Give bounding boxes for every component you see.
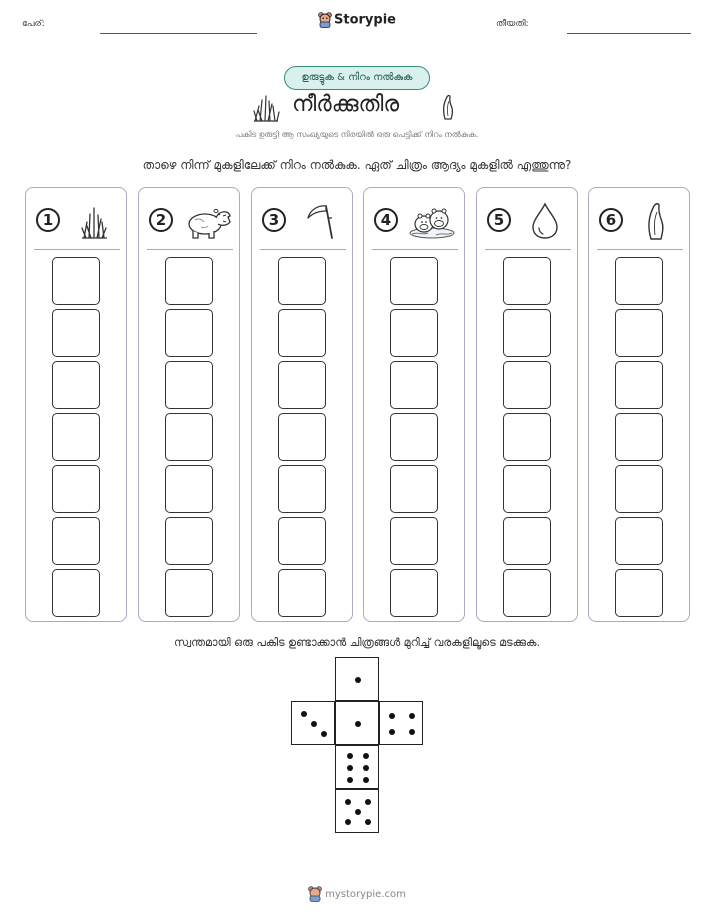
color-box[interactable] (615, 413, 663, 461)
die-face-1 (335, 657, 379, 701)
brand-name: Storypie (334, 12, 396, 28)
die-pip (311, 721, 317, 727)
color-box[interactable] (278, 569, 326, 617)
color-box[interactable] (390, 465, 438, 513)
hippo-icon (183, 200, 231, 242)
die-face-5 (335, 789, 379, 833)
date-label: തീയതി: (496, 19, 529, 29)
footer-url[interactable]: mystorypie.com (325, 889, 406, 900)
die-pip (363, 753, 369, 759)
die-face-3 (291, 701, 335, 745)
die-pip (347, 765, 353, 771)
die-pip (389, 713, 395, 719)
column-divider (147, 249, 233, 250)
name-line[interactable] (100, 33, 257, 34)
color-box[interactable] (615, 517, 663, 565)
column-number: 6 (599, 208, 623, 232)
color-box[interactable] (390, 257, 438, 305)
color-box[interactable] (52, 413, 100, 461)
die-pip (355, 677, 361, 683)
color-box[interactable] (390, 361, 438, 409)
column-divider (34, 249, 120, 250)
color-box[interactable] (52, 569, 100, 617)
die-face-4 (379, 701, 423, 745)
color-box[interactable] (278, 413, 326, 461)
color-box[interactable] (390, 569, 438, 617)
color-box[interactable] (165, 257, 213, 305)
color-box[interactable] (165, 309, 213, 357)
color-box[interactable] (615, 569, 663, 617)
column-number: 4 (374, 208, 398, 232)
die-pip (363, 765, 369, 771)
color-box[interactable] (278, 257, 326, 305)
column-divider (372, 249, 458, 250)
color-box[interactable] (278, 309, 326, 357)
die-pip (355, 721, 361, 727)
color-box[interactable] (278, 517, 326, 565)
column-number: 1 (36, 208, 60, 232)
die-pip (345, 819, 351, 825)
color-box[interactable] (52, 309, 100, 357)
bear-logo-icon (308, 886, 322, 902)
page-title: നീർക്കുതിര (292, 92, 400, 117)
activity-badge: ഉരുട്ടുക & നിറം നൽകുക (284, 66, 430, 90)
die-pip (365, 799, 371, 805)
column-6 (588, 187, 690, 622)
color-box[interactable] (503, 413, 551, 461)
hippo-family-icon (408, 200, 456, 242)
die-face-1 (335, 701, 379, 745)
die-pip (409, 713, 415, 719)
grass-icon (252, 92, 280, 122)
column-number: 5 (487, 208, 511, 232)
color-box[interactable] (165, 517, 213, 565)
column-divider (597, 249, 683, 250)
color-box[interactable] (165, 465, 213, 513)
color-box[interactable] (615, 257, 663, 305)
color-box[interactable] (52, 361, 100, 409)
color-box[interactable] (503, 569, 551, 617)
scythe-icon (296, 200, 344, 242)
die-pip (345, 799, 351, 805)
die-pip (301, 711, 307, 717)
die-pip (365, 819, 371, 825)
color-box[interactable] (390, 309, 438, 357)
die-pip (347, 777, 353, 783)
color-box[interactable] (503, 257, 551, 305)
color-box[interactable] (52, 257, 100, 305)
die-pip (355, 809, 361, 815)
water-drop-icon (521, 200, 569, 242)
title-row (0, 90, 714, 124)
footer (0, 886, 714, 902)
grass-icon (70, 200, 118, 242)
color-box[interactable] (165, 569, 213, 617)
die-pip (321, 731, 327, 737)
column-5 (476, 187, 578, 622)
column-divider (485, 249, 571, 250)
fold-instruction-text: സ്വന്തമായി ഒരു പകിട ഉണ്ടാക്കാൻ ചിത്രങ്ങൾ മുറിച്ച് വരകളിലൂടെ മടക്കുക. (174, 636, 540, 649)
color-box[interactable] (615, 465, 663, 513)
color-box[interactable] (52, 517, 100, 565)
subtitle: പകിട ഉരുട്ടി ആ സംഖ്യയുടെ നിരയിൽ ഒരു പെട്ടിക്ക് നിറം നൽകുക. (235, 130, 479, 139)
tooth-icon (633, 200, 681, 242)
color-box[interactable] (278, 465, 326, 513)
die-face-6 (335, 745, 379, 789)
tooth-icon (440, 94, 458, 120)
die-pip (389, 729, 395, 735)
die-pip (409, 729, 415, 735)
color-box[interactable] (165, 413, 213, 461)
color-box[interactable] (503, 517, 551, 565)
column-divider (260, 249, 346, 250)
column-4 (363, 187, 465, 622)
color-box[interactable] (503, 309, 551, 357)
color-box[interactable] (52, 465, 100, 513)
color-box[interactable] (615, 361, 663, 409)
date-line[interactable] (567, 33, 691, 34)
column-2 (138, 187, 240, 622)
bear-logo-icon (318, 12, 332, 28)
color-box[interactable] (390, 517, 438, 565)
color-box[interactable] (278, 361, 326, 409)
column-3 (251, 187, 353, 622)
color-box[interactable] (390, 413, 438, 461)
die-pip (347, 753, 353, 759)
color-box[interactable] (503, 465, 551, 513)
instruction-text: താഴെ നിന്ന് മുകളിലേക്ക് നിറം നൽകുക. ഏത് ചിത്രം ആദ്യം മുകളിൽ എത്തുന്നു? (142, 158, 572, 172)
die-pip (363, 777, 369, 783)
column-number: 3 (262, 208, 286, 232)
color-box[interactable] (503, 361, 551, 409)
name-label: പേര്: (22, 19, 45, 29)
column-1 (25, 187, 127, 622)
column-number: 2 (149, 208, 173, 232)
color-box[interactable] (615, 309, 663, 357)
color-box[interactable] (165, 361, 213, 409)
brand-logo (0, 12, 714, 28)
